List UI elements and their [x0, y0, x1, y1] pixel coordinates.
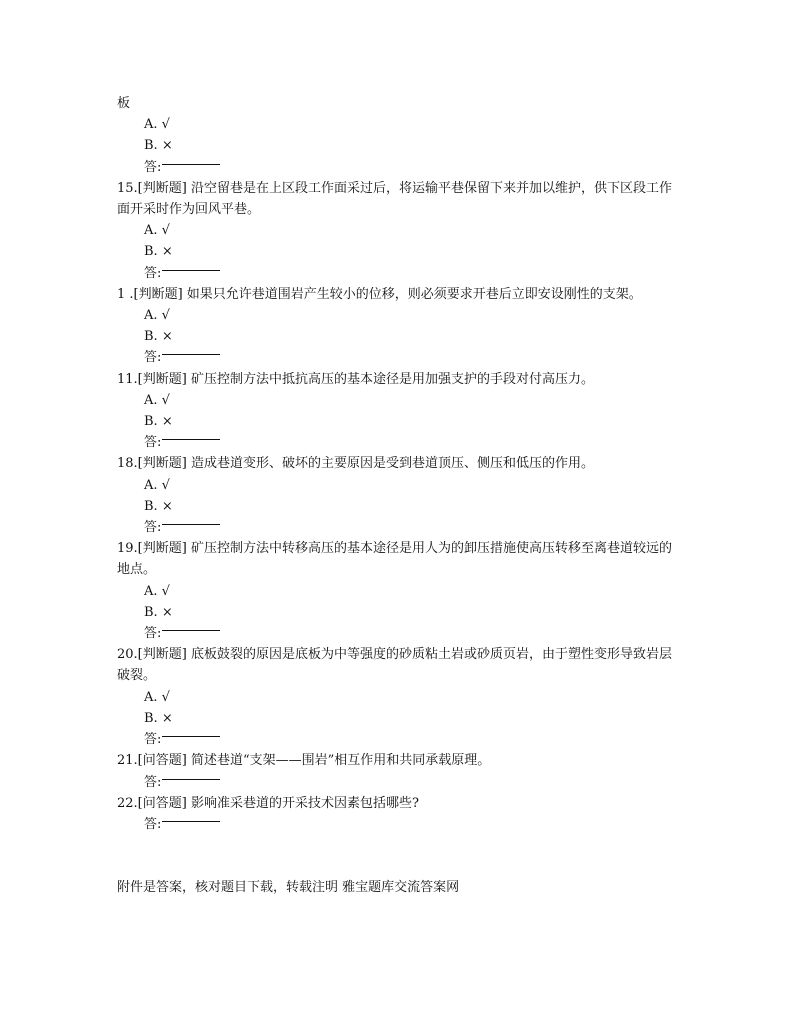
option-b: B. ×	[144, 498, 173, 514]
answer-label: 答:	[144, 159, 162, 175]
question-11: 11.[判断题] 矿压控制方法中抵抗高压的基本途径是用加强支护的手段对付高压力。	[117, 371, 594, 387]
option-b: B. ×	[144, 604, 173, 620]
option-a: A. √	[144, 223, 170, 239]
answer-line	[117, 432, 677, 453]
option-b: B. ×	[144, 710, 173, 726]
continued-text: 板	[117, 96, 131, 111]
option-a: A. √	[144, 117, 170, 133]
answer-blank	[162, 821, 220, 822]
answer-blank	[162, 439, 220, 440]
answer-label: 答:	[144, 626, 162, 642]
answer-label: 答:	[144, 816, 162, 832]
question-19: 19.[判断题] 矿压控制方法中转移高压的基本途径是用人为的卸压措施使高压转移至离巷道较远的地点。	[117, 541, 672, 578]
option-b: B. ×	[144, 138, 173, 154]
answer-line	[117, 347, 677, 368]
question-20: 20.[判断题] 底板鼓裂的原因是底板为中等强度的砂质粘土岩或砂质页岩，由于塑性变形导致岩层破裂。	[117, 647, 672, 684]
answer-line	[117, 263, 677, 284]
answer-blank	[162, 630, 220, 631]
answer-line	[117, 517, 677, 538]
answer-line	[117, 814, 677, 835]
footer-note: 附件是答案，核对题目下载，转载注明 雅宝题库交流答案网	[117, 880, 460, 895]
answer-blank	[162, 779, 220, 780]
answer-blank	[162, 524, 220, 525]
answer-label: 答:	[144, 520, 162, 536]
answer-blank	[162, 736, 220, 737]
option-b: B. ×	[144, 244, 173, 260]
option-b: B. ×	[144, 414, 173, 430]
answer-line	[117, 157, 677, 178]
question-22: 22.[问答题] 影响准采巷道的开采技术因素包括哪些?	[117, 795, 419, 811]
option-a: A. √	[144, 308, 170, 324]
question-21: 21.[问答题] 简述巷道“支架——围岩”相互作用和共同承载原理。	[117, 753, 491, 769]
question-15: 15.[判断题] 沿空留巷是在上区段工作面采过后，将运输平巷保留下来并加以维护，供下区段工作面开采时作为回风平巷。	[117, 180, 672, 218]
option-b: B. ×	[144, 329, 173, 345]
question-18: 18.[判断题] 造成巷道变形、破坏的主要原因是受到巷道顶压、侧压和低压的作用。	[117, 456, 594, 472]
question-1: 1 .[判断题] 如果只允许巷道围岩产生较小的位移，则必须要求开巷后立即安设刚性的支架。	[117, 286, 642, 302]
answer-line	[117, 772, 677, 793]
option-a: A. √	[144, 477, 170, 493]
answer-label: 答:	[144, 435, 162, 451]
answer-label: 答:	[144, 732, 162, 748]
answer-blank	[162, 354, 220, 355]
answer-label: 答:	[144, 350, 162, 366]
answer-blank	[162, 270, 220, 271]
answer-line	[117, 729, 677, 750]
option-a: A. √	[144, 392, 170, 408]
answer-label: 答:	[144, 265, 162, 281]
option-a: A. √	[144, 583, 170, 599]
option-a: A. √	[144, 689, 170, 705]
answer-line	[117, 623, 677, 644]
question-list	[117, 93, 677, 835]
answer-label: 答:	[144, 774, 162, 790]
answer-blank	[162, 164, 220, 165]
